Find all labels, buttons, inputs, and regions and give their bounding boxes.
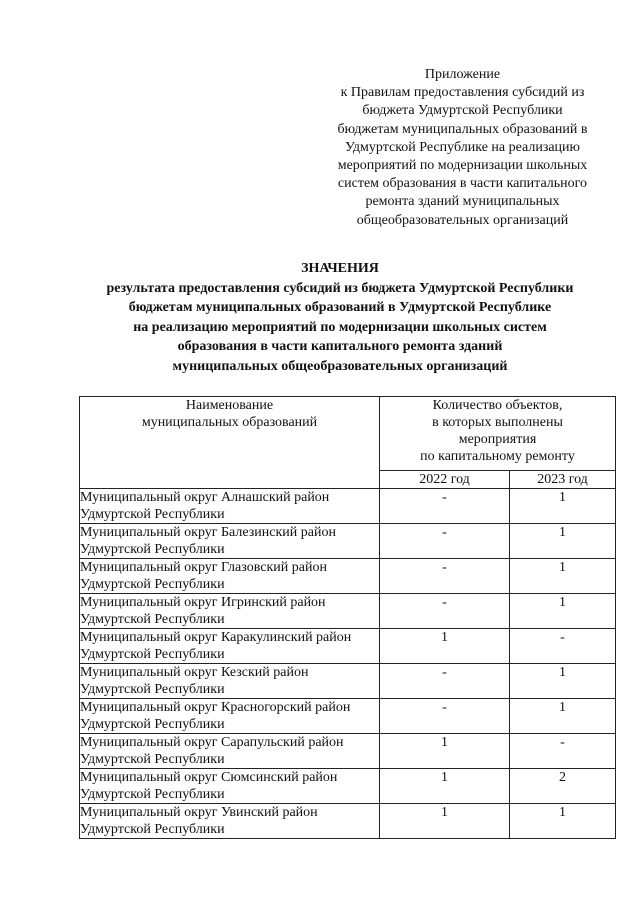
appendix-line: общеобразовательных организаций bbox=[356, 212, 569, 228]
municipality-name: Муниципальный округ Сарапульский район bbox=[80, 735, 344, 750]
appendix-line: к Правилам предоставления субсидий из bbox=[340, 85, 585, 101]
value-2023: 1 bbox=[510, 594, 616, 629]
value-2023: 1 bbox=[510, 489, 616, 524]
value-2022: - bbox=[380, 699, 510, 734]
municipality-name: Муниципальный округ Сюмсинский район bbox=[80, 770, 338, 785]
municipality-region: Удмуртской Республики bbox=[80, 542, 225, 557]
value-2022: 1 bbox=[380, 769, 510, 804]
value-2022: - bbox=[380, 664, 510, 699]
municipality-cell bbox=[80, 489, 380, 524]
municipality-cell bbox=[80, 664, 380, 699]
municipality-region: Удмуртской Республики bbox=[80, 507, 225, 522]
value-2023: 1 bbox=[510, 559, 616, 594]
municipality-region: Удмуртской Республики bbox=[80, 787, 225, 802]
title-line: на реализацию мероприятий по модернизации школьных систем bbox=[133, 319, 547, 335]
value-2022: 1 bbox=[380, 734, 510, 769]
municipality-cell bbox=[80, 594, 380, 629]
title-heading: ЗНАЧЕНИЯ bbox=[301, 261, 379, 276]
value-2023: 1 bbox=[510, 804, 616, 839]
table-row bbox=[80, 524, 616, 559]
municipality-cell bbox=[80, 629, 380, 664]
header-name-line: Наименование bbox=[185, 398, 274, 413]
municipality-region: Удмуртской Республики bbox=[80, 682, 225, 697]
header-year-2022: 2022 год bbox=[380, 471, 510, 489]
title-line: результата предоставления субсидий из бюджета Удмуртской Республики bbox=[106, 280, 574, 296]
municipality-name: Муниципальный округ Игринский район bbox=[80, 595, 326, 610]
appendix-line: ремонта зданий муниципальных bbox=[365, 194, 560, 210]
municipality-region: Удмуртской Республики bbox=[80, 752, 225, 767]
value-2023: 2 bbox=[510, 769, 616, 804]
value-2022: - bbox=[380, 594, 510, 629]
municipality-name: Муниципальный округ Красногорский район bbox=[80, 700, 351, 715]
appendix-line: мероприятий по модернизации школьных bbox=[337, 158, 588, 174]
municipality-name: Муниципальный округ Алнашский район bbox=[80, 490, 330, 505]
value-2022: - bbox=[380, 489, 510, 524]
appendix-line: бюджета Удмуртской Республики bbox=[362, 103, 563, 119]
municipality-name: Муниципальный округ Увинский район bbox=[80, 805, 318, 820]
header-count-line: по капитальному ремонту bbox=[420, 449, 575, 464]
title-line: бюджетам муниципальных образований в Удмуртской Республике bbox=[128, 300, 552, 315]
municipality-name: Муниципальный округ Балезинский район bbox=[80, 525, 336, 540]
table-row bbox=[80, 734, 616, 769]
values-table bbox=[79, 396, 616, 839]
document-title bbox=[40, 259, 640, 376]
value-2023: - bbox=[510, 629, 616, 664]
title-line: образования в части капитального ремонта зданий bbox=[177, 339, 503, 354]
header-count-line: мероприятия bbox=[458, 432, 537, 447]
appendix-line: Удмуртской Республике на реализацию bbox=[344, 139, 581, 155]
municipality-cell bbox=[80, 804, 380, 839]
appendix-note bbox=[310, 66, 615, 230]
table-row bbox=[80, 804, 616, 839]
value-2023: - bbox=[510, 734, 616, 769]
appendix-line: систем образования в части капитального bbox=[337, 176, 588, 192]
municipality-cell bbox=[80, 734, 380, 769]
table-row bbox=[80, 699, 616, 734]
table-row bbox=[80, 629, 616, 664]
municipality-region: Удмуртской Республики bbox=[80, 612, 225, 627]
value-2022: - bbox=[380, 559, 510, 594]
value-2023: 1 bbox=[510, 664, 616, 699]
municipality-cell bbox=[80, 559, 380, 594]
value-2023: 1 bbox=[510, 524, 616, 559]
municipality-name: Муниципальный округ Кезский район bbox=[80, 665, 309, 680]
table-row bbox=[80, 769, 616, 804]
appendix-line: Приложение bbox=[424, 67, 501, 82]
header-count-line: Количество объектов, bbox=[432, 398, 563, 413]
header-name-line: муниципальных образований bbox=[141, 415, 318, 430]
municipality-region: Удмуртской Республики bbox=[80, 717, 225, 732]
header-year-2023: 2023 год bbox=[510, 471, 616, 489]
municipality-region: Удмуртской Республики bbox=[80, 577, 225, 592]
municipality-name: Муниципальный округ Глазовский район bbox=[80, 560, 327, 575]
municipality-cell bbox=[80, 699, 380, 734]
value-2022: - bbox=[380, 524, 510, 559]
value-2022: 1 bbox=[380, 804, 510, 839]
table-row bbox=[80, 594, 616, 629]
appendix-line: бюджетам муниципальных образований в bbox=[337, 121, 588, 137]
header-municipality bbox=[80, 397, 380, 489]
municipality-name: Муниципальный округ Каракулинский район bbox=[80, 630, 352, 645]
table-row bbox=[80, 489, 616, 524]
header-object-count bbox=[380, 397, 616, 471]
title-line: муниципальных общеобразовательных организаций bbox=[172, 358, 508, 374]
municipality-cell bbox=[80, 524, 380, 559]
municipality-region: Удмуртской Республики bbox=[80, 647, 225, 662]
value-2023: 1 bbox=[510, 699, 616, 734]
municipality-cell bbox=[80, 769, 380, 804]
municipality-region: Удмуртской Республики bbox=[80, 822, 225, 837]
table-row bbox=[80, 559, 616, 594]
header-count-line: в которых выполнены bbox=[432, 415, 563, 430]
value-2022: 1 bbox=[380, 629, 510, 664]
table-row bbox=[80, 664, 616, 699]
